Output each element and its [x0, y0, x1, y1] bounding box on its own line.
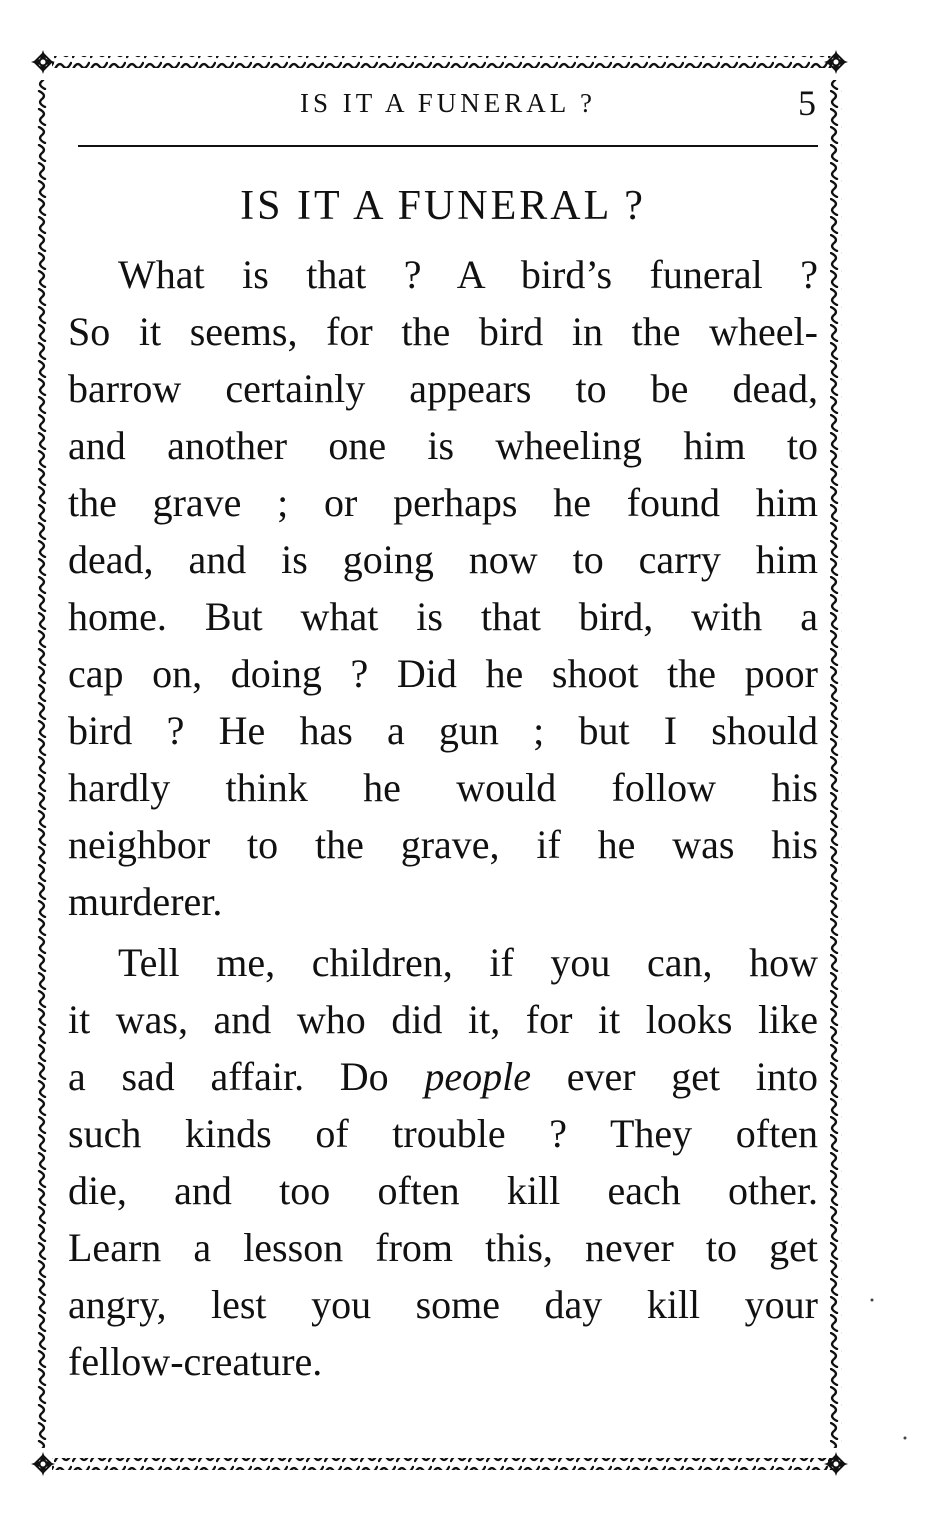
header-rule: [78, 145, 818, 147]
paragraph-1-line: dead, and is going now to carry him: [68, 537, 818, 582]
page-number: 5: [798, 83, 816, 123]
paragraph-1-line: neighbor to the grave, if he was his: [68, 822, 818, 867]
paragraph-2-line: [68, 1048, 818, 1105]
paragraph-1-line: the grave ; or perhaps he found him: [68, 480, 818, 525]
paragraph-2-line: it was, and who did it, for it looks like: [68, 997, 818, 1042]
paragraph-1-line: barrow certainly appears to be dead,: [68, 366, 818, 411]
paragraph-2-line: die, and too often kill each other.: [68, 1168, 818, 1213]
paragraph-2-line: fellow-creature.: [68, 1339, 323, 1384]
paragraph-1-line: So it seems, for the bird in the wheel-: [68, 309, 818, 354]
running-title: IS IT A FUNERAL ?: [299, 88, 596, 118]
paragraph-2-line: angry, lest you some day kill your: [68, 1282, 818, 1327]
paragraph-2-text: a sad affair. Do: [68, 1054, 425, 1099]
paragraph-1-line: What is that ? A bird’s funeral ?: [118, 252, 818, 297]
paragraph-1-line: hardly think he would follow his: [68, 765, 818, 810]
paragraph-1-line: bird ? He has a gun ; but I should: [68, 708, 818, 753]
paragraph-2-line: such kinds of trouble ? They often: [68, 1111, 818, 1156]
top-border: [52, 56, 832, 68]
corner-ornament-bottom-right: [824, 1452, 848, 1476]
paragraph-1-line: cap on, doing ? Did he shoot the poor: [68, 651, 818, 696]
corner-ornament-top-left: [31, 50, 55, 74]
paragraph-2-line: Learn a lesson from this, never to get: [68, 1225, 818, 1270]
paragraph-2-line: Tell me, children, if you can, how: [118, 940, 818, 985]
scan-speck: [904, 1437, 907, 1440]
paragraph-2-text: ever get into: [531, 1054, 818, 1099]
paragraph-1-line: murderer.: [68, 879, 223, 924]
corner-ornament-top-right: [824, 50, 848, 74]
left-border: [37, 80, 49, 1448]
article-body: [68, 246, 818, 1390]
paragraph-1-line: home. But what is that bird, with a: [68, 594, 818, 639]
running-head: [78, 82, 818, 132]
article-title: IS IT A FUNERAL ?: [240, 183, 646, 229]
italic-emphasis: people: [424, 1054, 531, 1099]
scan-speck: [871, 1299, 874, 1302]
paragraph-1-line: and another one is wheeling him to: [68, 423, 818, 468]
corner-ornament-bottom-left: [31, 1452, 55, 1476]
right-border: [830, 80, 842, 1448]
bottom-border: [52, 1458, 832, 1470]
